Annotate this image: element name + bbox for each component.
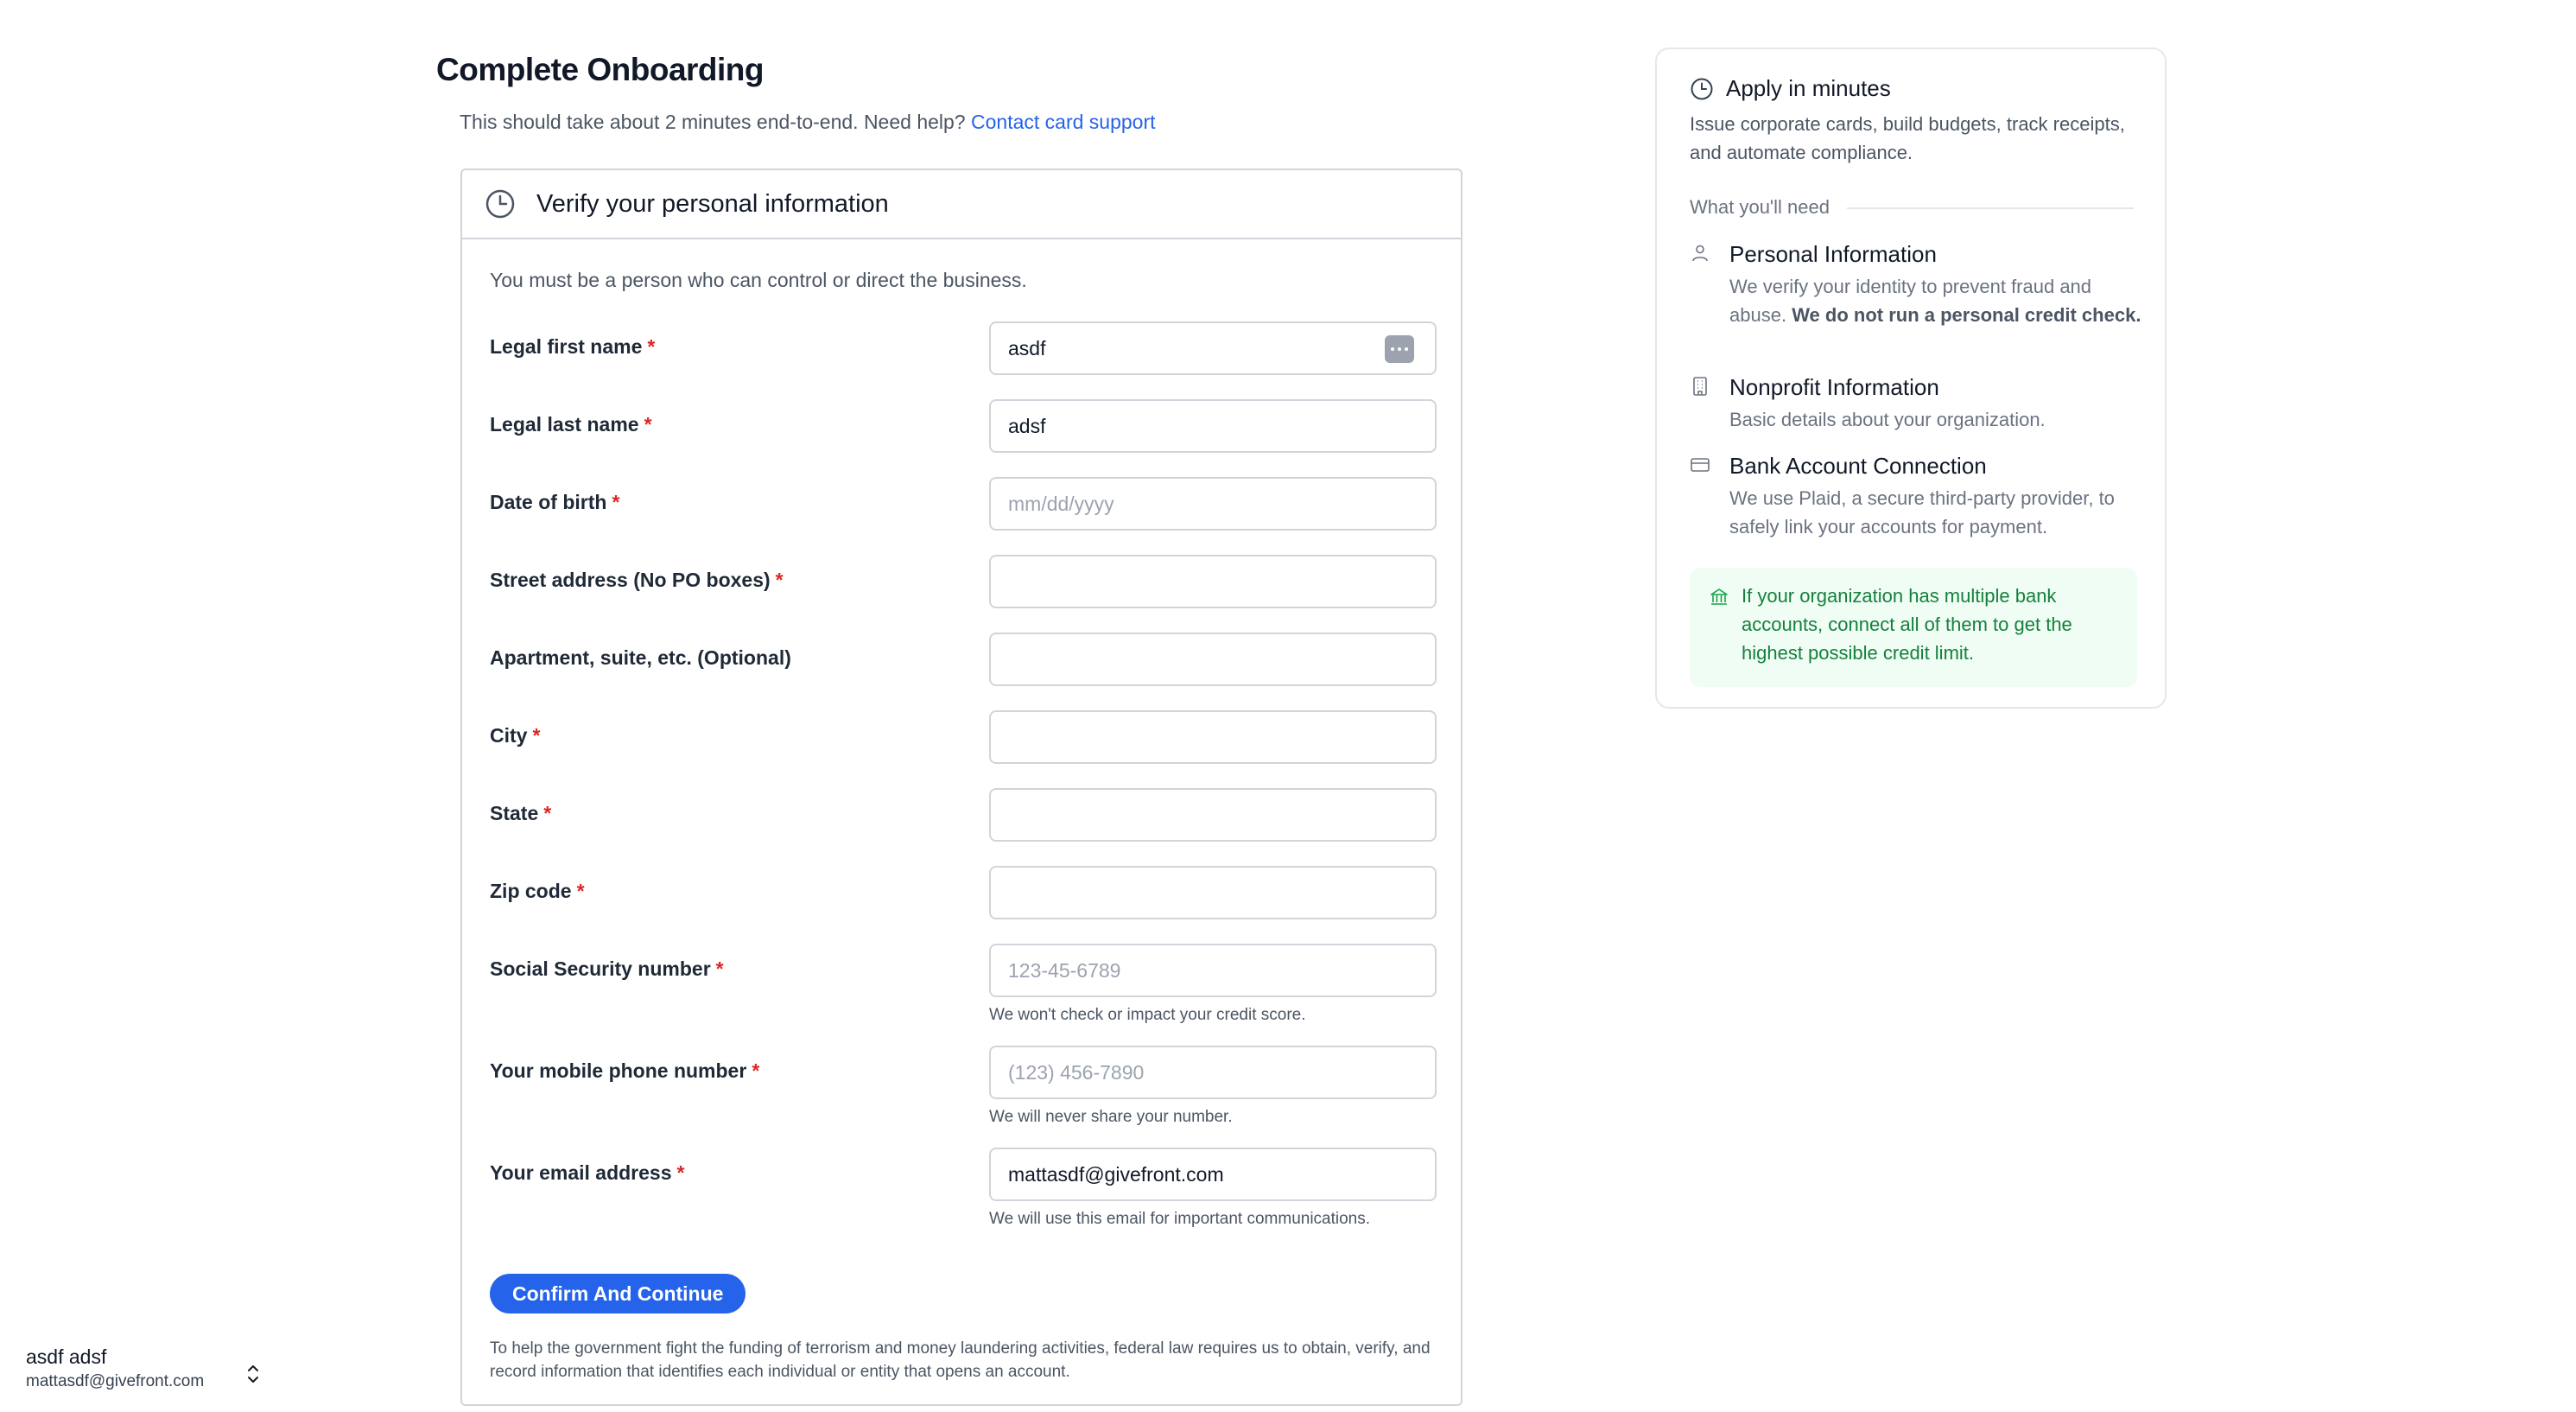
user-email: mattasdf@givefront.com [26, 1372, 205, 1390]
clock-icon [1690, 77, 1714, 101]
email-hint: We will use this email for important communications. [989, 1210, 1371, 1228]
ssn-label: Social Security number * [490, 957, 724, 980]
apt-label: Apartment, suite, etc. (Optional) [490, 646, 791, 669]
page-title: Complete Onboarding [436, 52, 764, 87]
last-name-label: Legal last name * [490, 413, 652, 436]
apt-input[interactable] [989, 633, 1437, 686]
needs-label: What you'll need [1690, 196, 1830, 218]
need-title: Nonprofit Information [1729, 374, 1939, 400]
panel-header [1690, 75, 1891, 102]
need-title: Personal Information [1729, 241, 1937, 267]
phone-input[interactable]: (123) 456-7890 [989, 1046, 1437, 1099]
divider [1847, 207, 2134, 209]
section-intro: You must be a person who can control or direct the business. [490, 269, 1027, 291]
street-input[interactable] [989, 555, 1437, 608]
city-input[interactable] [989, 710, 1437, 764]
page-subtitle [460, 111, 1156, 134]
ssn-input[interactable]: 123-45-6789 [989, 944, 1437, 997]
confirm-continue-button[interactable]: Confirm And Continue [490, 1274, 746, 1313]
ssn-hint: We won't check or impact your credit score. [989, 1006, 1306, 1024]
last-name-input[interactable]: adsf [989, 399, 1437, 453]
legal-notice: To help the government fight the funding of terrorism and money laundering activities, federal law requires us to obtain, verify, and record information that identifies each individual or entity that opens an account. [490, 1339, 1431, 1381]
street-label: Street address (No PO boxes) * [490, 569, 784, 591]
apply-info-panel [1655, 48, 2167, 709]
user-name: asdf adsf [26, 1345, 107, 1368]
dob-label: Date of birth * [490, 491, 620, 513]
contact-support-link[interactable]: Contact card support [971, 111, 1156, 133]
email-input[interactable]: mattasdf@givefront.com [989, 1148, 1437, 1201]
dob-input[interactable]: mm/dd/yyyy [989, 477, 1437, 531]
chevron-up-down-icon[interactable] [244, 1361, 263, 1387]
state-label: State * [490, 802, 552, 824]
email-label: Your email address * [490, 1161, 685, 1184]
account-switcher[interactable] [26, 1345, 276, 1391]
section-title: Verify your personal information [536, 189, 889, 218]
panel-title: Apply in minutes [1726, 75, 1891, 101]
tip-text: If your organization has multiple bank accounts, connect all of them to get the highest possible credit limit. [1742, 585, 2072, 664]
building-icon [1690, 376, 1710, 397]
clock-icon [485, 188, 516, 219]
first-name-label: Legal first name * [490, 335, 656, 358]
need-desc: Basic details about your organization. [1729, 409, 2046, 430]
city-label: City * [490, 724, 541, 747]
subtitle-text: This should take about 2 minutes end-to-end. Need help? [460, 111, 966, 133]
autofill-icon[interactable] [1385, 335, 1414, 363]
card-header [462, 170, 1461, 239]
phone-hint: We will never share your number. [989, 1108, 1233, 1126]
first-name-input[interactable]: asdf [989, 321, 1437, 375]
zip-label: Zip code * [490, 880, 585, 902]
credit-limit-tip [1690, 568, 2137, 687]
panel-description: Issue corporate cards, build budgets, track receipts, and automate compliance. [1690, 113, 2125, 163]
need-desc: We use Plaid, a secure third-party provider, to safely link your accounts for payment. [1729, 487, 2115, 537]
need-desc: We verify your identity to prevent fraud and abuse. We do not run a personal credit check. [1729, 276, 2141, 326]
person-icon [1690, 243, 1710, 264]
bank-icon [1709, 587, 1729, 607]
need-title: Bank Account Connection [1729, 453, 1987, 479]
card-icon [1690, 455, 1710, 475]
phone-label: Your mobile phone number * [490, 1059, 760, 1082]
personal-info-card [460, 169, 1462, 1406]
state-input[interactable] [989, 788, 1437, 842]
zip-input[interactable] [989, 866, 1437, 919]
